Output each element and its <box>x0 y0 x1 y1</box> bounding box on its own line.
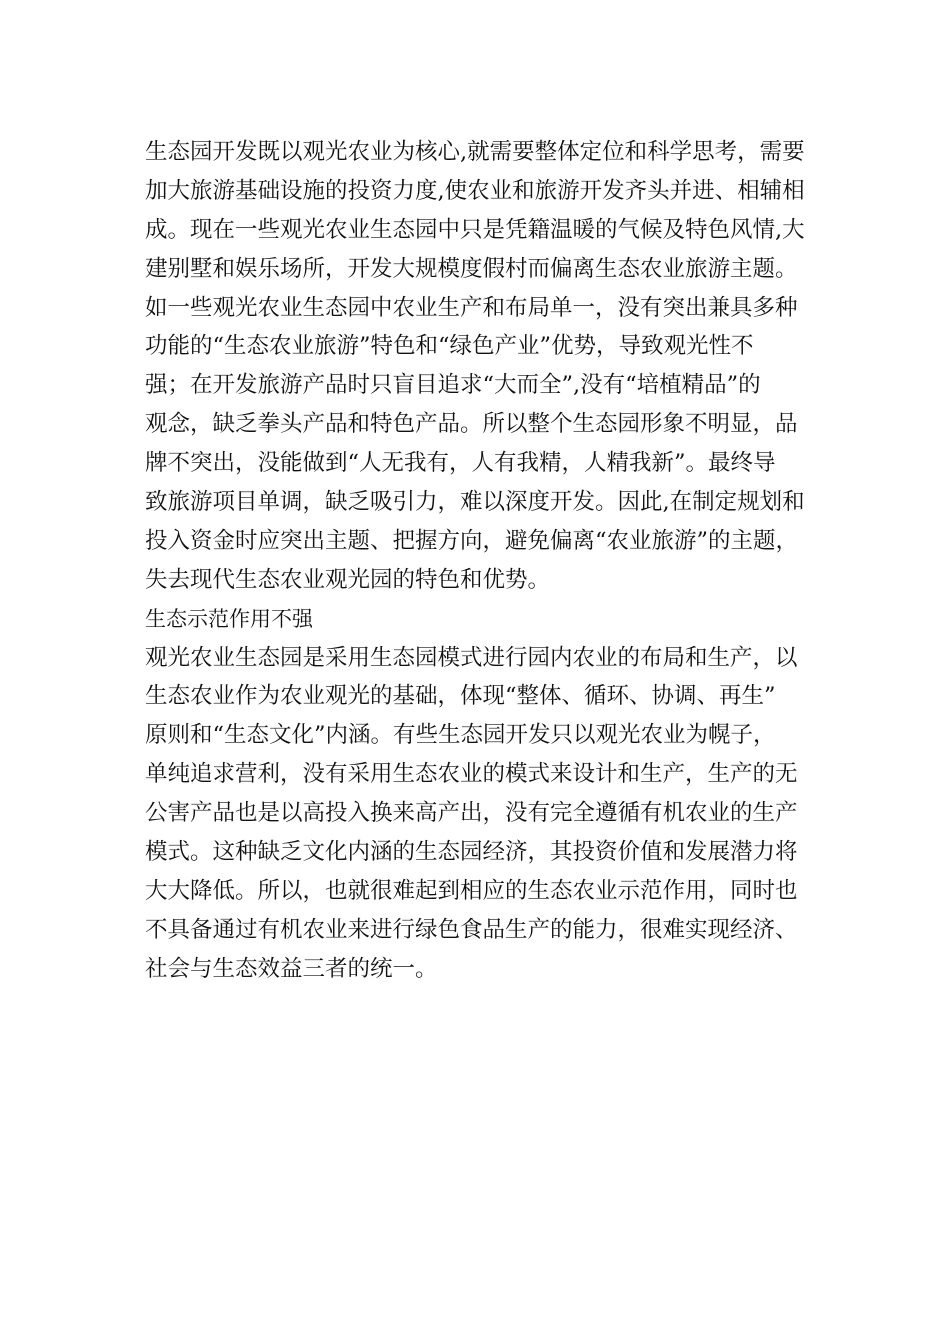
text-line: 生态农业作为农业观光的基础，体现“整体、循环、协调、再生” <box>145 683 776 710</box>
section-heading <box>145 600 805 639</box>
text-line: 失去现代生态农业观光园的特色和优势。 <box>145 566 551 593</box>
text-line: 社会与生态效益三者的统一。 <box>145 955 438 982</box>
text-line: 投入资金时应突出主题、把握方向，避免偏离“农业旅游”的主题， <box>145 527 799 554</box>
document-body <box>145 133 805 989</box>
text-line: 大大降低。所以，也就很难起到相应的生态农业示范作用，同时也 <box>145 877 798 904</box>
text-line: 模式。这种缺乏文化内涵的生态园经济，其投资价值和发展潜力将 <box>145 839 798 866</box>
section-heading-text: 生态示范作用不强 <box>145 606 313 631</box>
text-line: 观光农业生态园是采用生态园模式进行园内农业的布局和生产，以 <box>145 644 798 671</box>
text-line: 不具备通过有机农业来进行绿色食品生产的能力，很难实现经济、 <box>145 916 798 943</box>
text-line: 生态园开发既以观光农业为核心,就需要整体定位和科学思考，需要 <box>145 139 805 165</box>
text-line: 原则和“生态文化”内涵。有些生态园开发只以观光农业为幌子， <box>145 722 776 749</box>
text-line: 致旅游项目单调，缺乏吸引力，难以深度开发。因此,在制定规划和 <box>145 489 805 516</box>
text-line: 成。现在一些观光农业生态园中只是凭籍温暖的气候及特色风情,大 <box>145 216 805 243</box>
text-line: 加大旅游基础设施的投资力度,使农业和旅游开发齐头并进、相辅相 <box>145 177 805 204</box>
text-line: 功能的“生态农业旅游”特色和“绿色产业”优势，导致观光性不 <box>145 333 754 360</box>
text-line: 观念，缺乏拳头产品和特色产品。所以整个生态园形象不明显，品 <box>145 411 798 438</box>
text-line: 牌不突出，没能做到“人无我有，人有我精，人精我新”。最终导 <box>145 450 776 477</box>
text-line: 如一些观光农业生态园中农业生产和布局单一，没有突出兼具多种 <box>145 294 798 321</box>
text-line: 公害产品也是以高投入换来高产出，没有完全遵循有机农业的生产 <box>145 800 798 827</box>
text-line: 单纯追求营利，没有采用生态农业的模式来设计和生产，生产的无 <box>145 761 798 788</box>
text-line: 强；在开发旅游产品时只盲目追求“大而全”,没有“培植精品”的 <box>145 372 761 399</box>
text-line: 建别墅和娱乐场所，开发大规模度假村而偏离生态农业旅游主题。 <box>145 255 798 282</box>
paragraph-theme-positioning <box>145 133 805 600</box>
paragraph-ecological-demonstration <box>145 639 805 989</box>
